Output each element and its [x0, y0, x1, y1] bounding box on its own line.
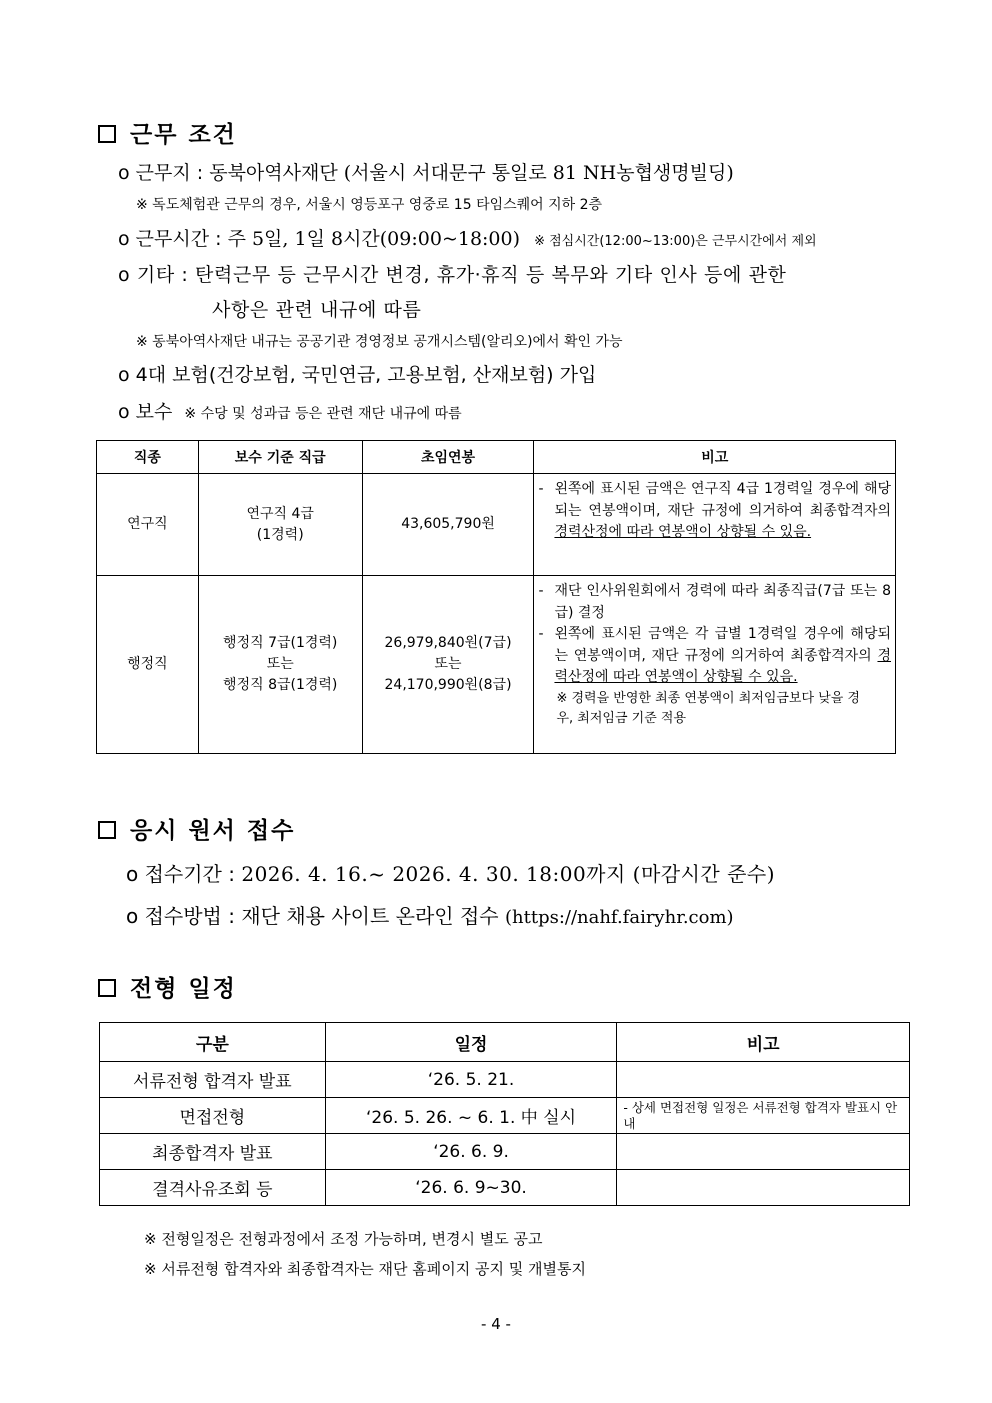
- date-cell: ‘26. 5. 21.: [325, 1062, 617, 1098]
- stage-cell: 서류전형 합격자 발표: [100, 1062, 326, 1098]
- remark-cell: - 재단 인사위원회에서 경력에 따라 최종직급(7급 또는 8급) 결정 - 왼쪽에 표시된 금액은 각 급별 1경력일 경우에 해당되는 연봉액이며, 재단 규정에 의거하여 최종합격자의 경력산정에 따라 연봉액이 상향될 수 있음. ※ 경력을 반영한 최종 연봉액이 최저임금보다 낮을 경우, 최저임금 기준 적용: [534, 576, 896, 754]
- pay-table-header: 보수 기준 직급: [198, 441, 362, 474]
- checkbox-square-icon: [98, 821, 116, 839]
- work-hours-line: o 근무시간 : 주 5일, 1일 8시간(09:00~18:00) ※ 점심시간(12:00~13:00)은 근무시간에서 제외: [118, 228, 817, 250]
- grade-cell: 행정직 7급(1경력) 또는 행정직 8급(1경력): [198, 576, 362, 754]
- section-title-schedule: 전형 일정: [98, 970, 237, 1003]
- work-hours-note: ※ 점심시간(12:00~13:00)은 근무시간에서 제외: [534, 234, 817, 249]
- etc-line-1: o 기타 : 탄력근무 등 근무시간 변경, 휴가·휴직 등 복무와 기타 인사 등에 관한: [118, 264, 787, 286]
- remark-cell: [617, 1062, 910, 1098]
- grade-cell: 연구직 4급 (1경력): [198, 474, 362, 576]
- pay-note: ※ 수당 및 성과급 등은 관련 재단 내규에 따름: [184, 406, 462, 422]
- section-title-work-conditions: 근무 조건: [98, 116, 237, 149]
- application-method-line: o 접수방법 : 재단 채용 사이트 온라인 접수 (https://nahf.fairyhr.com): [126, 904, 734, 928]
- remark-cell: - 상세 면접전형 일정은 서류전형 합격자 발표시 안내: [617, 1098, 910, 1134]
- stage-cell: 최종합격자 발표: [100, 1134, 326, 1170]
- pay-table-row-research: [97, 474, 896, 576]
- remark-cell: [617, 1134, 910, 1170]
- table-row: [100, 1134, 910, 1170]
- table-row: [100, 1170, 910, 1206]
- etc-line-2: 사항은 관련 내규에 따름: [212, 299, 422, 321]
- application-url-link[interactable]: (https://nahf.fairyhr.com): [504, 907, 734, 928]
- pay-table-header: 직종: [97, 441, 199, 474]
- schedule-table-header-row: [100, 1023, 910, 1062]
- table-row: [100, 1062, 910, 1098]
- table-row: [100, 1098, 910, 1134]
- date-cell: ‘26. 6. 9~30.: [325, 1170, 617, 1206]
- date-cell: ‘26. 6. 9.: [325, 1134, 617, 1170]
- section-title-application: 응시 원서 접수: [98, 812, 295, 845]
- pay-table-header: 초임연봉: [362, 441, 534, 474]
- salary-cell: 43,605,790원: [362, 474, 534, 576]
- stage-cell: 결격사유조회 등: [100, 1170, 326, 1206]
- schedule-table: [99, 1022, 910, 1206]
- insurance-line: o 4대 보험(건강보험, 국민연금, 고용보험, 산재보험) 가입: [118, 364, 597, 386]
- schedule-note-1: ※ 전형일정은 전형과정에서 조정 가능하며, 변경시 별도 공고: [144, 1230, 543, 1248]
- work-location-line: o 근무지 : 동북아역사재단 (서울시 서대문구 통일로 81 NH농협생명빌딩): [118, 162, 734, 184]
- checkbox-square-icon: [98, 979, 116, 997]
- application-period-line: o 접수기간 : 2026. 4. 16.~ 2026. 4. 30. 18:00까지 (마감시간 준수): [126, 862, 776, 886]
- pay-table-header: 비고: [534, 441, 896, 474]
- schedule-table-header: 비고: [617, 1023, 910, 1062]
- salary-cell: 26,979,840원(7급) 또는 24,170,990원(8급): [362, 576, 534, 754]
- stage-cell: 면접전형: [100, 1098, 326, 1134]
- job-type-cell: 행정직: [97, 576, 199, 754]
- checkbox-square-icon: [98, 125, 116, 143]
- pay-line: o 보수 ※ 수당 및 성과급 등은 관련 재단 내규에 따름: [118, 401, 462, 423]
- etc-note: ※ 동북아역사재단 내규는 공공기관 경영정보 공개시스템(알리오)에서 확인 가능: [136, 334, 623, 350]
- remark-cell: [617, 1170, 910, 1206]
- date-cell: ‘26. 5. 26. ~ 6. 1. 中 실시: [325, 1098, 617, 1134]
- remark-cell: - 왼쪽에 표시된 금액은 연구직 4급 1경력일 경우에 해당되는 연봉액이며, 재단 규정에 의거하여 최종합격자의 경력산정에 따라 연봉액이 상향될 수 있음.: [534, 474, 896, 576]
- schedule-table-header: 구분: [100, 1023, 326, 1062]
- pay-table-header-row: [97, 441, 896, 474]
- page-number: - 4 -: [481, 1315, 511, 1333]
- schedule-note-2: ※ 서류전형 합격자와 최종합격자는 재단 홈페이지 공지 및 개별통지: [144, 1260, 586, 1278]
- schedule-table-header: 일정: [325, 1023, 617, 1062]
- work-location-note: ※ 독도체험관 근무의 경우, 서울시 영등포구 영중로 15 타임스퀘어 지하 2층: [136, 197, 603, 213]
- pay-table: [96, 440, 896, 754]
- job-type-cell: 연구직: [97, 474, 199, 576]
- pay-table-row-admin: [97, 576, 896, 754]
